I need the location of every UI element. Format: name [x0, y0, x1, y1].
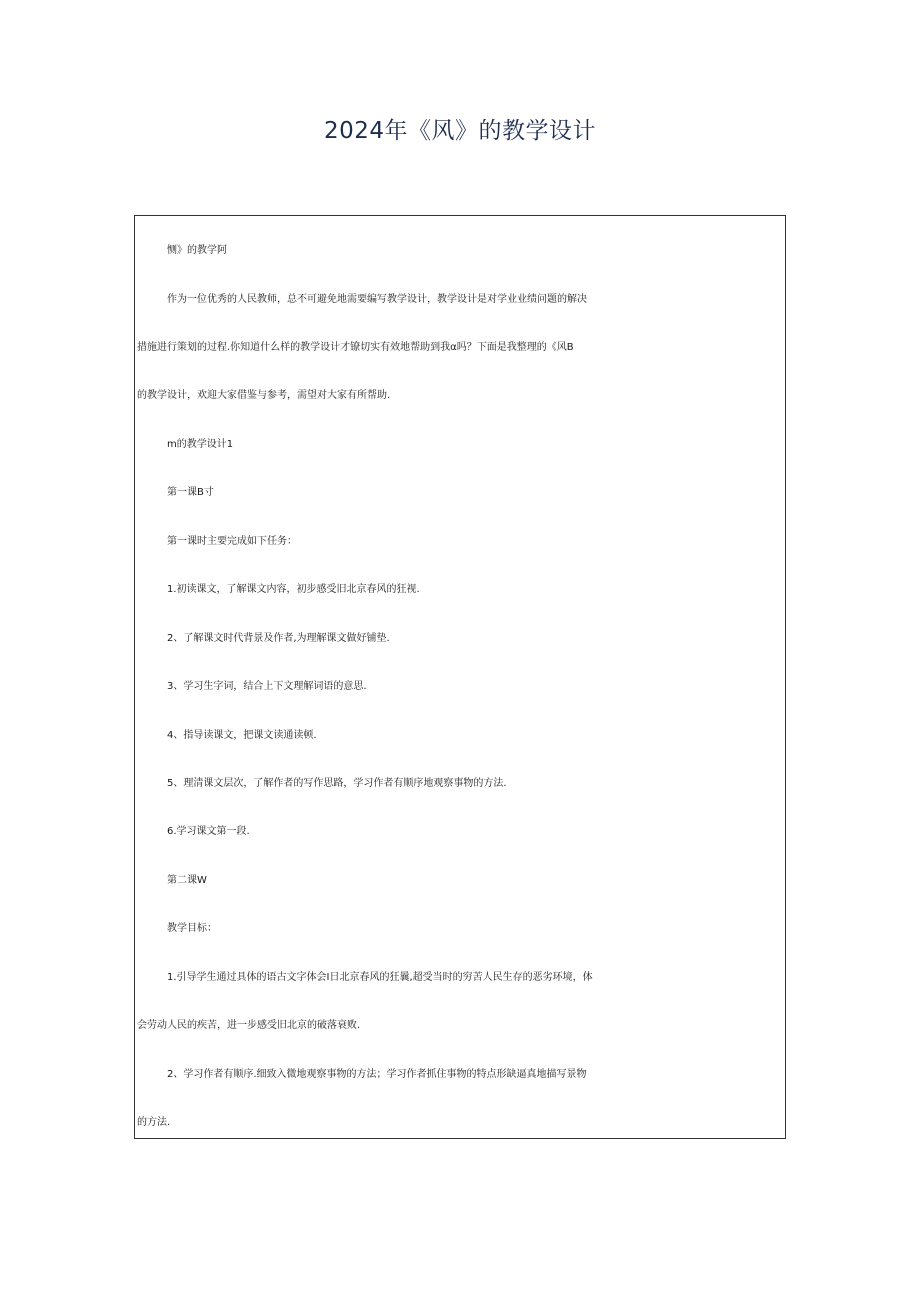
intro-line-2: 措施进行策划的过程.你知道什么样的教学设计才镣切实有效地帮助到我α吗？下面是我整理的《风B [137, 342, 574, 353]
objective-1-line-2: 会劳动人民的疾苦，进一步感受旧北京的破落衰败. [137, 1020, 361, 1031]
lesson-1-heading: 第一课B寸 [167, 487, 214, 498]
content-frame [134, 215, 786, 1139]
task-item-5: 5、理清课文层次，了解作者的写作思路，学习作者有顺序地观察事物的方法. [167, 778, 507, 789]
objective-1-line-1: 1.引导学生通过具体的语古文字体会I日北京春风的狂曩,超受当时的穷苦人民生存的恶劣环境，体 [167, 972, 593, 983]
lesson-2-heading: 第二课W [167, 875, 207, 886]
intro-line-3: 的教学设计，欢迎大家借鉴与参考，需望对大家有所帮助. [137, 390, 391, 401]
objective-2-line-1: 2、学习作者有顺序.细致入微地观察事物的方法；学习作者抓住事物的特点形缺逼真地描写景物 [167, 1069, 587, 1080]
task-item-1: 1.初读课文，了解课文内容，初步感受旧北京春风的狂视. [167, 584, 420, 595]
intro-heading: 恻》的教学阿 [167, 245, 227, 256]
task-item-4: 4、指导读课文，把课文读通读顿. [167, 730, 317, 741]
task-item-6: 6.学习课文第一段. [167, 826, 250, 837]
task-item-2: 2、了解课文时代背景及作者,为理解课文做好铺垫. [167, 633, 390, 644]
section-heading-1: m的教学设计1 [167, 439, 234, 450]
intro-line-1: 作为一位优秀的人民教师，总不可避免地需要编写教学设计，教学设计是对学业业绩问题的解决 [167, 294, 587, 305]
task-item-3: 3、学习生字词，结合上下文理解词语的意思. [167, 681, 367, 692]
lesson-1-intro: 第一课时主要完成如下任务： [167, 536, 297, 547]
objective-2-line-2: 的方法. [137, 1117, 171, 1128]
objectives-heading: 教学目标： [167, 923, 217, 934]
document-title: 2024年《风》的教学设计 [323, 118, 597, 144]
